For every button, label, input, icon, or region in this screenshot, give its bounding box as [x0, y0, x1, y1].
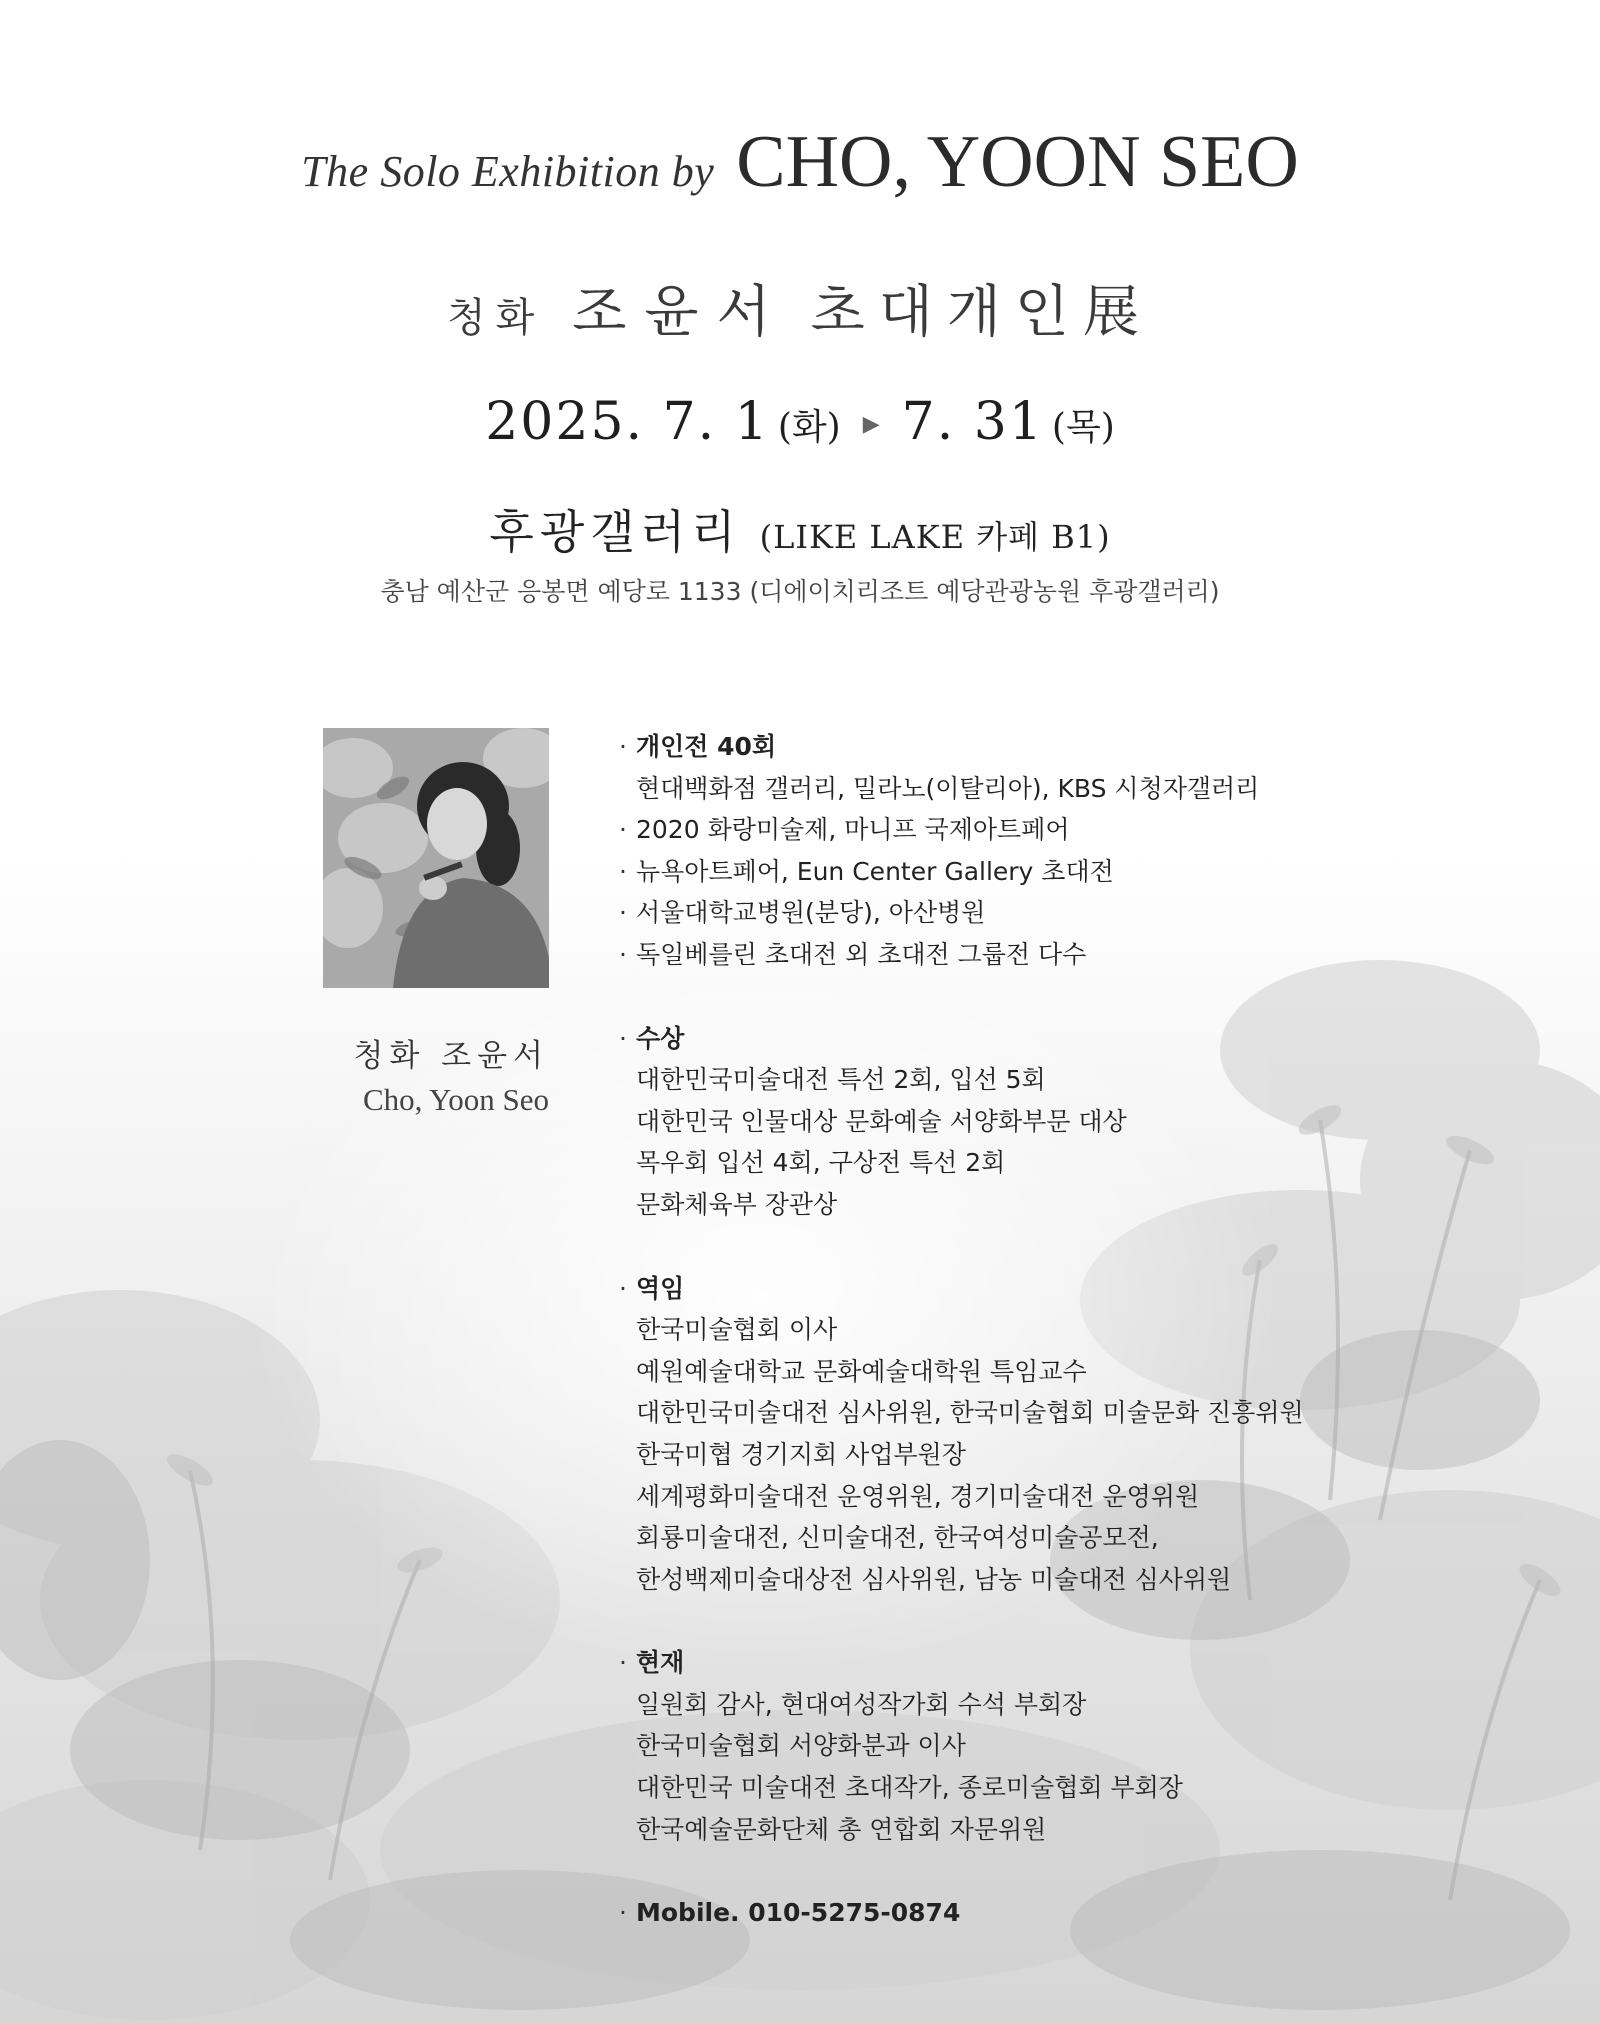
list-item: 한성백제미술대상전 심사위원, 남농 미술대전 심사위원 [636, 1564, 1232, 1594]
start-date: 2025. 7. 1 [485, 392, 770, 452]
arrow-right-icon: ▶ [862, 412, 880, 437]
list-item: 세계평화미술대전 운영위원, 경기미술대전 운영위원 [636, 1481, 1200, 1511]
bio-heading-label: 수상 [636, 1023, 685, 1053]
venue-address: 충남 예산군 응봉면 예당로 1133 (디에이치리조트 예당관광농원 후광갤러리) [380, 577, 1220, 606]
list-item: 한국예술문화단체 총 연합회 자문위원 [636, 1814, 1047, 1844]
exhibition-dates [0, 392, 1600, 452]
list-item: 한국미협 경기지회 사업부원장 [636, 1439, 966, 1469]
artist-name-korean: 조윤서 [572, 280, 789, 345]
start-day: (화) [777, 407, 841, 448]
pen-name: 청화 [447, 295, 545, 341]
bullet: · [619, 939, 627, 969]
bio-heading-awards [610, 1018, 1510, 1060]
mobile-contact [610, 1892, 1510, 1934]
bio-heading-roles [610, 1268, 1510, 1310]
venue-place: (LIKE LAKE 카페 B1) [759, 518, 1111, 556]
artist-name-title: CHO, YOON SEO [736, 121, 1299, 203]
bio-heading-label: 현재 [636, 1648, 685, 1678]
venue [0, 496, 1600, 562]
end-day: (목) [1051, 407, 1115, 448]
bio-heading-current [610, 1642, 1510, 1684]
end-date: 7. 31 [901, 392, 1044, 452]
list-item: 대한민국 미술대전 초대작가, 종로미술협회 부회장 [636, 1773, 1183, 1803]
list-item: · 2020 화랑미술제, 마니프 국제아트페어 [610, 809, 1510, 851]
list-item: 대한민국미술대전 심사위원, 한국미술협회 미술문화 진흥위원 [636, 1398, 1304, 1428]
bullet: · [619, 815, 627, 845]
bullet: · [619, 856, 627, 886]
bullet: · [619, 1648, 627, 1678]
artist-caption-english: Cho, Yoon Seo [362, 1082, 549, 1117]
bio-heading-solo [610, 726, 1510, 768]
list-item: 문화체육부 장관상 [636, 1189, 838, 1219]
list-item: 예원예술대학교 문화예술대학원 특임교수 [636, 1356, 1087, 1386]
artist-biography [610, 726, 1510, 1934]
mobile-number: Mobile. 010-5275-0874 [636, 1898, 961, 1928]
list-item: 대한민국 인물대상 문화예술 서양화부문 대상 [636, 1106, 1127, 1136]
list-item: · 서울대학교병원(분당), 아산병원 [610, 892, 1510, 934]
bullet: · [619, 732, 627, 761]
list-item: · 독일베를린 초대전 외 초대전 그룹전 다수 [610, 934, 1510, 976]
venue-name: 후광갤러리 [489, 505, 742, 559]
bio-heading-label: 역임 [636, 1273, 685, 1303]
list-item: 한국미술협회 이사 [636, 1315, 838, 1345]
bullet: · [619, 1023, 627, 1053]
bullet: · [619, 1273, 627, 1303]
list-item: 한국미술협회 서양화분과 이사 [636, 1731, 966, 1761]
list-item: 현대백화점 갤러리, 밀라노(이탈리아), KBS 시청자갤러리 [636, 773, 1260, 803]
list-item: 목우회 입선 4회, 구상전 특선 2회 [636, 1148, 1006, 1178]
exhibition-type: 초대개인展 [810, 280, 1153, 345]
list-item: 대한민국미술대전 특선 2회, 입선 5회 [636, 1065, 1046, 1095]
artist-portrait [323, 728, 549, 988]
bullet: · [619, 898, 627, 928]
list-item: · 뉴욕아트페어, Eun Center Gallery 초대전 [610, 851, 1510, 893]
exhibition-title-korean [0, 268, 1600, 348]
title-prefix: The Solo Exhibition by [301, 147, 715, 196]
list-item: 일원회 감사, 현대여성작가회 수석 부회장 [636, 1689, 1087, 1719]
artist-caption-korean: 청화 조윤서 [353, 1038, 549, 1074]
bullet: · [619, 1898, 627, 1928]
exhibition-title [0, 120, 1600, 205]
bio-heading-label: 개인전 40회 [636, 732, 777, 761]
list-item: 회룡미술대전, 신미술대전, 한국여성미술공모전, [636, 1523, 1159, 1553]
